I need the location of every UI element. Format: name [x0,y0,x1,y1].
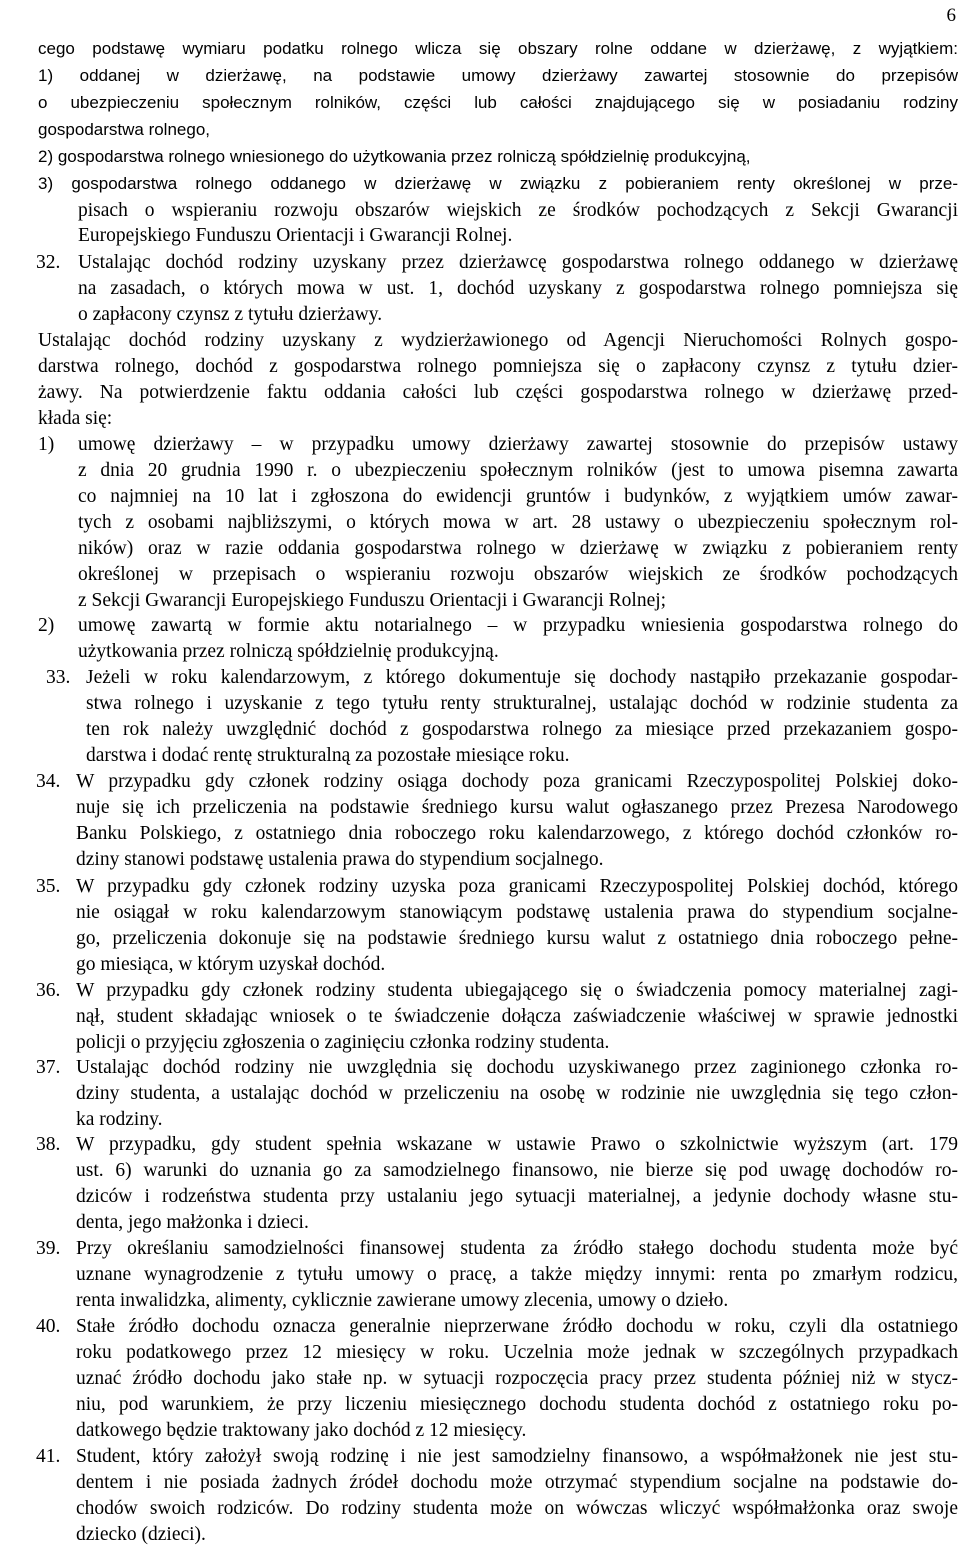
paragraph-line: roku podatkowego przez 12 miesięcy w roku. Uczelnia może jednak w szczególnych przypadkach [76,1342,958,1363]
paragraph-line: dziecko (dzieci). [76,1524,206,1545]
paragraph-line: dentem i nie posiada żadnych źródeł dochodu może otrzymać stypendium socjalne na podstawie do- [76,1472,958,1493]
paragraph-line: Stałe źródło dochodu oznacza generalnie nieprzerwane źródło dochodu w roku, czyli dla ostatniego [76,1316,958,1337]
paragraph-line: W przypadku gdy członek rodziny studenta ubiegającego się o świadczenia pomocy materialnej zagi- [76,980,958,1001]
page-number: 6 [946,5,956,26]
paragraph-line: policji o przyjęciu zgłoszenia o zaginięciu członka rodziny studenta. [76,1032,610,1053]
paragraph-line: chodów swoich rodziców. Do rodziny studenta może on wówczas wliczyć współmałżonka oraz swoje [76,1498,958,1519]
paragraph-line: niu, pod warunkiem, że przy liczeniu miesięcznego dochodu studenta dochód z ostatniego roku po- [76,1394,958,1415]
paragraph-line: go, przeliczenia dokonuje się na podstawie średniego kursu walut z ostatniego dnia roboczego pełne- [76,928,958,949]
paragraph-line: nie osiągał w roku kalendarzowym stanowiącym podstawę ustalenia prawa do stypendium socjalne- [76,902,958,923]
paragraph-line: na zasadach, o których mowa w ust. 1, dochód uzyskany z gospodarstwa rolnego pomniejsza się [78,278,958,299]
paragraph-line: datkowego będzie traktowany jako dochód z 12 miesięcy. [76,1420,527,1441]
paragraph-line: umowę dzierżawy – w przypadku umowy dzierżawy zawartej stosownie do przepisów ustawy [78,434,958,455]
paragraph-number: 2) [38,615,55,636]
paragraph-line: denta, jego małżonka i dzieci. [76,1212,309,1233]
paragraph-number: 38. [36,1134,61,1155]
paragraph-number: 33. [46,667,71,688]
paragraph-line: Przy określaniu samodzielności finansowej studenta za źródło stałego dochodu studenta może być [76,1238,958,1259]
paragraph-line: określonej w przepisach o wspieraniu rozwoju obszarów wiejskich ze środków pochodzących [78,564,958,585]
paragraph-line: dziny studenta, a ustalając dochód w przeliczeniu na osobę w rodzinie nie uwzględnia się tego człon- [76,1083,958,1104]
paragraph-line: Ustalając dochód rodziny uzyskany przez dzierżawcę gospodarstwa rolnego oddanego w dzierżawę [78,252,958,273]
paragraph-line: ników) oraz w razie oddania gospodarstwa rolnego w dzierżawę w związku z pobieraniem renty [78,538,958,559]
paragraph-line: darstwa rolnego, dochód z gospodarstwa rolnego pomniejsza się o zapłacony czynsz z tytułu dzier- [38,356,958,377]
paragraph-line: co najmniej na 10 lat i zgłoszona do ewidencji gruntów i budynków, z wyjątkiem umów zawar- [78,486,958,507]
paragraph-line: uznane wynagrodzenie z tytułu umowy o pracę, a także między innymi: renta po zmarłym rodzicu, [76,1264,958,1285]
paragraph-line: z Sekcji Gwarancji Europejskiego Funduszu Orientacji i Gwarancji Rolnej; [78,590,667,611]
paragraph-number: 36. [36,980,61,1001]
paragraph-line: ka rodziny. [76,1109,163,1130]
paragraph-number: 1) [38,434,55,455]
intro-line: Europejskiego Funduszu Orientacji i Gwarancji Rolnej. [78,225,513,246]
paragraph-line: darstwa i dodać rentę strukturalną za pozostałe miesiące roku. [86,745,570,766]
paragraph-number: 34. [36,771,61,792]
paragraph-number: 35. [36,876,61,897]
paragraph-line: nął, student składając wniosek o te świadczenie dołącza zaświadczenie właściwej w sprawie jednostki [76,1006,958,1027]
paragraph-line: ust. 6) warunki do uznania go za samodzielnego finansowo, nie bierze się pod uwagę dochodów ro- [76,1160,958,1181]
paragraph-line: użytkowania przez rolniczą spółdzielnię produkcyjną. [78,641,499,662]
paragraph-line: kłada się: [38,408,113,429]
paragraph-line: go miesiąca, w którym uzyskał dochód. [76,954,386,975]
paragraph-line: o zapłacony czynsz z tytułu dzierżawy. [78,304,383,325]
intro-line: 2) gospodarstwa rolnego wniesionego do użytkowania przez rolniczą spółdzielnię produkcyjną, [38,147,751,166]
paragraph-line: Jeżeli w roku kalendarzowym, z którego dokumentuje się dochody nastąpiło przekazanie gospodar- [86,667,958,688]
paragraph-line: umowę zawartą w formie aktu notarialnego – w przypadku wniesienia gospodarstwa rolnego do [78,615,958,636]
paragraph-line: renta inwalidzka, alimenty, cyklicznie zawierane umowy zlecenia, umowy o dzieło. [76,1290,729,1311]
paragraph-line: dziców i rodzeństwa studenta przy ustalaniu jego sytuacji materialnej, a jedynie dochody własne stu- [76,1186,958,1207]
paragraph-line: ten rok należy uwzględnić dochód z gospodarstwa rolnego za miesiące przed przekazaniem gospo- [86,719,958,740]
paragraph-line: Ustalając dochód rodziny nie uwzględnia się dochodu uzyskiwanego przez zaginionego członka ro- [76,1057,958,1078]
paragraph-line: Banku Polskiego, z ostatniego dnia roboczego roku kalendarzowego, z którego dochód członków ro- [76,823,958,844]
paragraph-number: 37. [36,1057,61,1078]
paragraph-line: Ustalając dochód rodziny uzyskany z wydzierżawionego od Agencji Nieruchomości Rolnych gospo- [38,330,958,351]
intro-line: 1) oddanej w dzierżawę, na podstawie umowy dzierżawy zawartej stosownie do przepisów [38,66,958,85]
paragraph-line: W przypadku gdy członek rodziny osiąga dochody poza granicami Rzeczypospolitej Polskiej doko- [76,771,958,792]
paragraph-line: dziny stanowi podstawę ustalenia prawa do stypendium socjalnego. [76,849,604,870]
paragraph-line: z dnia 20 grudnia 1990 r. o ubezpieczeniu społecznym rolników (jest to umowa pisemna zawarta [78,460,958,481]
paragraph-line: żawy. Na potwierdzenie faktu oddania całości lub części gospodarstwa rolnego w dzierżawę przed- [38,382,958,403]
paragraph-line: uznać źródło dochodu jako stałe np. w sytuacji rozpoczęcia pracy przez studenta później niż w stycz- [76,1368,958,1389]
intro-line: pisach o wspieraniu rozwoju obszarów wiejskich ze środków pochodzących z Sekcji Gwarancji [78,200,958,221]
paragraph-line: stwa rolnego i uzyskanie z tego tytułu renty strukturalnej, ustalając dochód w rodzinie studenta za [86,693,958,714]
intro-line: o ubezpieczeniu społecznym rolników, części lub całości znajdującego się w posiadaniu rodziny [38,93,958,112]
paragraph-number: 39. [36,1238,61,1259]
paragraph-line: Student, który założył swoją rodzinę i nie jest samodzielny finansowo, a współmałżonek nie jest stu- [76,1446,958,1467]
paragraph-line: W przypadku, gdy student spełnia wskazane w ustawie Prawo o szkolnictwie wyższym (art. 179 [76,1134,958,1155]
paragraph-line: W przypadku gdy członek rodziny uzyska poza granicami Rzeczypospolitej Polskiej dochód, którego [76,876,958,897]
intro-line: cego podstawę wymiaru podatku rolnego wlicza się obszary rolne oddane w dzierżawę, z wyjątkiem: [38,39,958,58]
intro-line: gospodarstwa rolnego, [38,120,211,139]
paragraph-number: 40. [36,1316,61,1337]
paragraph-line: tych z osobami najbliższymi, o których mowa w art. 28 ustawy o ubezpieczeniu społecznym rol- [78,512,958,533]
intro-line: 3) gospodarstwa rolnego oddanego w dzierżawę w związku z pobieraniem renty określonej w prze- [38,174,958,193]
paragraph-number: 41. [36,1446,61,1467]
paragraph-line: nuje się ich przeliczenia na podstawie średniego kursu walut ogłaszanego przez Prezesa Narodowego [76,797,958,818]
paragraph-number: 32. [36,252,61,273]
